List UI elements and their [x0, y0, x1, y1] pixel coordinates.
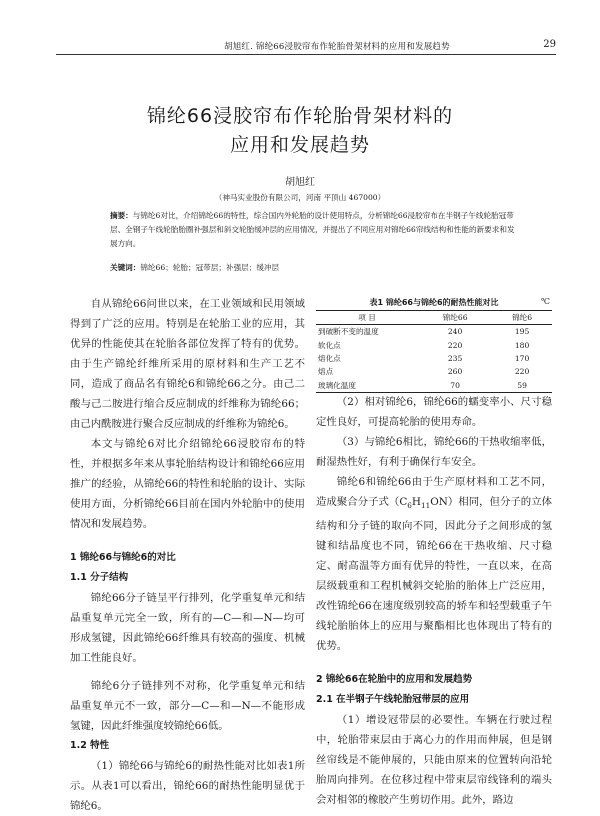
table-row	[316, 325, 552, 339]
running-header-title: 胡旭红. 锦纶66浸胶帘布作轮胎骨架材料的应用和发展趋势	[224, 42, 450, 52]
table-row	[316, 352, 552, 365]
table-header-row	[316, 311, 552, 325]
running-header	[56, 38, 556, 55]
table-cell: 到破断不变的温度	[318, 327, 379, 337]
structure-comparison-paragraph: 锦纶6和锦纶66由于生产原材料和工艺不同，造成聚合分子式$(C_6H_{11}ON)$相同，但分子的立体结构和分子链的取向不同，因此分子之间形成的氢键和结晶度也不同，锦纶66在干热收缩、尺寸稳定、耐高温等方面有优异的特性，一直以来，在高层级载重和工程机械斜交轮胎的胎体上广泛应用，改性锦纶66在速度级别较高的轿车和轻型载重子午线轮胎胎体上的应用与聚酯相比也体现出了特有的优势。	[316, 476, 553, 653]
table-cell: 玻璃化温度	[318, 380, 356, 390]
paper-title-line-2: 应用和发展趋势	[229, 134, 370, 156]
section-2-heading: 2 锦纶66在轮胎中的应用和发展趋势	[316, 674, 473, 686]
property-paragraph-3: （3）与锦纶6相比，锦纶66的干热收缩率低，耐湿热性好，有利于确保行车安全。	[316, 436, 552, 468]
table-cell: 59	[517, 380, 527, 390]
table-1-caption: 表1 锦纶66与锦纶6的耐热性能对比	[369, 298, 499, 307]
intro-paragraph-1: 自从锦纶66问世以来，在工业领域和民用领域得到了广泛的应用。特别是在轮胎工业的应用，其优异的性能使其在轮胎各部位发挥了特有的优势。由于生产锦纶纤维所采用的原材料和生产工艺不同，造成了商品名有锦纶6和锦纶66之分。由己二酸与己二胺进行缩合反应制成的纤维称为锦纶66；由己内酰胺进行聚合反应制成的纤维称为锦纶6。	[70, 298, 305, 430]
section-1-2-heading: 1.2 特性	[70, 740, 110, 751]
table-row	[316, 379, 552, 393]
page-number: 29	[543, 39, 556, 50]
section-1-1-paragraph-2: 锦纶6分子链排列不对称，化学重复单元和结晶重复单元不一致，部分—C—和—N—不能形成氢键，因此纤维强度较锦纶66低。	[70, 680, 305, 732]
author-affiliation: （神马实业股份有限公司，河南 平顶山 467000）	[214, 193, 386, 202]
table-column-header: 锦纶66	[418, 311, 492, 325]
table-1	[316, 310, 552, 393]
keywords	[110, 262, 522, 273]
section-1-1-heading: 1.1 分子结构	[70, 572, 129, 583]
abstract-label: 摘要：	[110, 211, 133, 220]
section-1-heading: 1 锦纶66与锦纶6的对比	[70, 552, 176, 563]
abstract	[110, 209, 522, 251]
section-2-1-paragraph-1: （1）增设冠带层的必要性。车辆在行驶过程中，轮胎带束层由于离心力的作用而伸展，但是钢丝帘线是不能伸展的，只能由原来的位置转向沿轮胎周向排列。在位移过程中带束层帘线锋利的端头会对相邻的橡胶产生剪切作用。此外，路边	[316, 714, 552, 807]
table-cell: 220	[447, 340, 463, 350]
table-cell: 70	[450, 380, 460, 390]
table-row	[316, 365, 552, 378]
table-cell: 195	[514, 327, 530, 337]
section-1-1-paragraph-1: 锦纶66分子链呈平行排列，化学重复单元和结晶重复单元完全一致，所有的—C—和—N—均可形成氢键，因此锦纶66纤维具有较高的强度、机械加工性能良好。	[70, 592, 305, 664]
table-cell: 240	[447, 327, 463, 337]
table-column-header: 项 目	[316, 311, 418, 325]
table-cell: 熔化点	[318, 353, 341, 363]
section-1-2-paragraph-1: （1）锦纶66与锦纶6的耐热性能对比如表1所示。从表1可以看出，锦纶66的耐热性能明显优于锦纶6。	[70, 760, 305, 812]
left-column	[70, 294, 305, 816]
author-name: 胡旭红	[285, 177, 315, 188]
keywords-text: 锦纶66；轮胎；冠带层；补强层；缓冲层	[140, 263, 280, 272]
table-1-unit: ℃	[541, 297, 550, 306]
table-cell: 260	[447, 367, 463, 377]
right-column	[316, 392, 552, 810]
table-cell: 180	[514, 340, 530, 350]
table-column-header: 锦纶6	[492, 311, 552, 325]
table-cell: 220	[514, 367, 530, 377]
table-cell: 熔点	[318, 367, 334, 377]
paper-title-line-1: 锦纶66浸胶帘布作轮胎骨架材料的	[146, 105, 454, 127]
property-paragraph-2: （2）相对锦纶6，锦纶66的蠕变率小、尺寸稳定性良好，可提高轮胎的使用寿命。	[316, 396, 552, 428]
table-cell: 235	[447, 353, 463, 363]
table-cell: 170	[514, 353, 530, 363]
keywords-label: 关键词：	[110, 263, 141, 272]
table-cell: 软化点	[318, 340, 341, 350]
section-2-1-heading: 2.1 在半钢子午线轮胎冠带层的应用	[316, 694, 470, 706]
intro-paragraph-2: 本文与锦纶6对比介绍锦纶66浸胶帘布的特性，并根据多年来从事轮胎结构设计和锦纶66应用推广的经验，从锦纶66的特性和轮胎的设计、实际使用方面，分析锦纶66目前在国内外轮胎中的使用情况和发展趋势。	[70, 438, 305, 530]
abstract-text: 与锦纶6对比，介绍锦纶66的特性，综合国内外轮胎的设计使用特点，分析锦纶66浸胶帘布在半钢子午线轮胎冠带层、全钢子午线轮胎胎圈补强层和斜交轮胎缓冲层的应用情况，并提出了不同应用对锦纶66帘线结构和性能的新要求和发展方向。	[110, 211, 515, 248]
table-row	[316, 338, 552, 351]
